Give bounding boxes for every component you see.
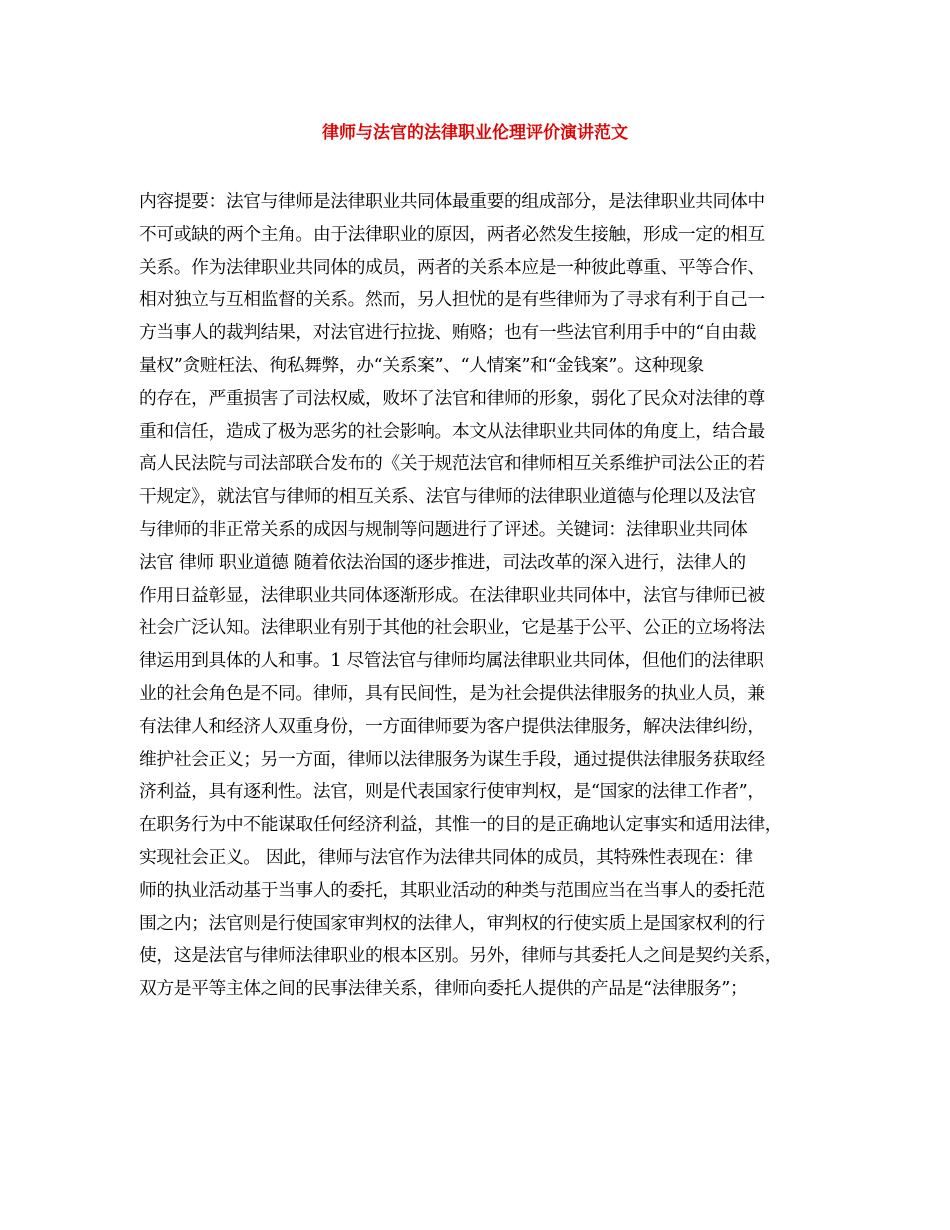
- document-body: [139, 186, 829, 1006]
- body-text-line: 业的社会角色是不同。律师，具有民间性，是为社会提供法律服务的执业人员，兼: [139, 682, 765, 704]
- body-text-line: 围之内；法官则是行使国家审判权的法律人，审判权的行使实质上是国家权利的行: [139, 912, 765, 934]
- document-title: 律师与法官的法律职业伦理评价演讲范文: [322, 123, 628, 143]
- body-text-line: 重和信任，造成了极为恶劣的社会影响。本文从法律职业共同体的角度上，结合最: [139, 420, 765, 442]
- body-text-line: 量权”贪赃枉法、徇私舞弊，办“关系案”、“人情案”和“金钱案”。这种现象: [139, 354, 704, 376]
- body-text-line: 维护社会正义；另一方面，律师以法律服务为谋生手段，通过提供法律服务获取经: [139, 748, 765, 770]
- body-text-line: 师的执业活动基于当事人的委托，其职业活动的种类与范围应当在当事人的委托范: [139, 879, 765, 901]
- body-text-line: 在职务行为中不能谋取任何经济利益，其惟一的目的是正确地认定事实和适用法律，: [139, 814, 783, 836]
- body-text-line: 济利益，具有逐利性。法官，则是代表国家行使审判权，是“国家的法律工作者”，: [139, 781, 765, 803]
- body-text-line: 社会广泛认知。法律职业有别于其他的社会职业，它是基于公平、公正的立场将法: [139, 617, 765, 639]
- body-text-line: 高人民法院与司法部联合发布的《关于规范法官和律师相互关系维护司法公正的若: [139, 453, 765, 475]
- body-text-line: 使，这是法官与律师法律职业的根本区别。另外，律师与其委托人之间是契约关系，: [139, 945, 783, 967]
- body-text-line: 方当事人的裁判结果，对法官进行拉拢、贿赂；也有一些法官利用手中的“自由裁: [139, 322, 757, 344]
- body-text-line: 与律师的非正常关系的成因与规制等问题进行了评述。关键词：法律职业共同体: [139, 518, 748, 540]
- body-text-line: 的存在，严重损害了司法权威，败坏了法官和律师的形象，弱化了民众对法律的尊: [139, 387, 765, 409]
- body-text-line: 关系。作为法律职业共同体的成员，两者的关系本应是一种彼此尊重、平等合作、: [139, 256, 765, 278]
- body-text-line: 律运用到具体的人和事。1 尽管法官与律师均属法律职业共同体，但他们的法律职: [139, 650, 764, 672]
- body-text-line: 双方是平等主体之间的民事法律关系，律师向委托人提供的产品是“法律服务”；: [139, 978, 748, 1000]
- body-text-line: 干规定》，就法官与律师的相互关系、法官与律师的法律职业道德与伦理以及法官: [139, 486, 756, 508]
- body-text-line: 相对独立与互相监督的关系。然而，另人担忧的是有些律师为了寻求有利于自己一: [139, 289, 765, 311]
- body-text-line: 内容提要：法官与律师是法律职业共同体最重要的组成部分，是法律职业共同体中: [139, 191, 765, 212]
- body-text-line: 实现社会正义。 因此，律师与法官作为法律共同体的成员，其特殊性表现在：律: [139, 846, 753, 868]
- body-text-line: 作用日益彰显，法律职业共同体逐渐形成。在法律职业共同体中，法官与律师已被: [139, 584, 765, 606]
- body-text-line: 法官 律师 职业道德 随着依法治国的逐步推进，司法改革的深入进行，法律人的: [139, 551, 746, 573]
- body-text-line: 有法律人和经济人双重身份，一方面律师要为客户提供法律服务，解决法律纠纷，: [139, 715, 765, 737]
- body-text-line: 不可或缺的两个主角。由于法律职业的原因，两者必然发生接触，形成一定的相互: [139, 223, 765, 245]
